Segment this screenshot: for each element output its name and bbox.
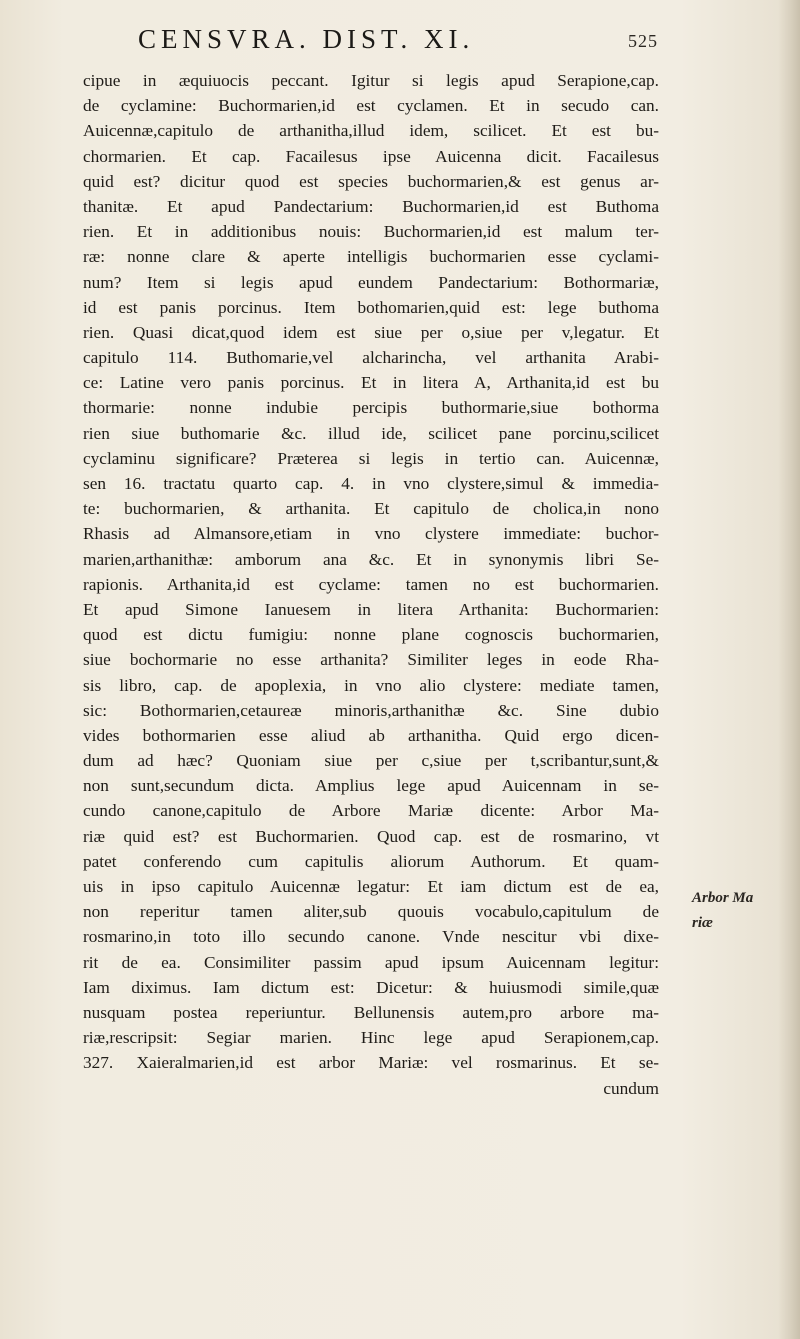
text-line: Iam diximus. Iam dictum est: Dicetur: & huiusmodi simile,quæ bbox=[83, 977, 659, 997]
text-line: dum ad hæc? Quoniam siue per c,siue per t,scribantur,sunt,& bbox=[83, 751, 659, 771]
text-line: riæ,rescripsit: Segiar marien. Hinc lege apud Serapionem,cap. bbox=[83, 1028, 659, 1048]
text-line: sic: Bothormarien,cetaureæ minoris,arthanithæ &c. Sine dubio bbox=[83, 700, 659, 720]
text-line: thanitæ. Et apud Pandectarium: Buchormarien,id est Buthoma bbox=[83, 196, 659, 216]
text-line: rien siue buthomarie &c. illud ide, scilicet pane porcinu,scilicet bbox=[83, 423, 659, 443]
text-line: ræ: nonne clare & aperte intelligis buchormarien esse cyclami- bbox=[83, 247, 659, 267]
text-line: siue bochormarie no esse arthanita? Similiter leges in eode Rha- bbox=[83, 650, 659, 670]
text-line: rien. Et in additionibus nouis: Buchormarien,id est malum ter- bbox=[83, 222, 659, 242]
text-line: rit de ea. Consimiliter passim apud ipsum Auicennam legitur: bbox=[83, 952, 659, 972]
margin-note bbox=[692, 886, 792, 936]
margin-note-line: Arbor Ma bbox=[692, 890, 754, 906]
margin-note-line: riæ bbox=[692, 915, 713, 931]
text-line: cipue in æquiuocis peccant. Igitur si legis apud Serapione,cap. bbox=[83, 71, 659, 90]
text-line: num? Item si legis apud eundem Pandectarium: Bothormariæ, bbox=[83, 272, 659, 292]
text-line: chormarien. Et cap. Facailesus ipse Auicenna dicit. Facailesus bbox=[83, 146, 659, 166]
text-line: sen 16. tractatu quarto cap. 4. in vno clystere,simul & immedia- bbox=[83, 474, 659, 493]
text-line: 327. Xaieralmarien,id est arbor Mariæ: vel rosmarinus. Et se- bbox=[83, 1053, 659, 1073]
text-line: riæ quid est? est Buchormarien. Quod cap. est de rosmarino, vt bbox=[83, 826, 659, 846]
text-line: marien,arthanithæ: amborum ana &c. Et in synonymis libri Se- bbox=[83, 549, 659, 569]
text-line: cundum bbox=[603, 1078, 659, 1098]
page-number: 525 bbox=[628, 31, 658, 51]
text-line: rosmarino,in toto illo secundo canone. Vnde nescitur vbi dixe- bbox=[83, 927, 659, 947]
running-header bbox=[138, 24, 658, 58]
text-line: patet conferendo cum capitulis aliorum Authorum. Et quam- bbox=[83, 851, 659, 871]
text-line: Et apud Simone Ianuesem in litera Arthanita: Buchormarien: bbox=[83, 599, 659, 619]
text-line: thormarie: nonne indubie percipis buthormarie,siue bothorma bbox=[83, 398, 659, 418]
text-line: id est panis porcinus. Item bothomarien,quid est: lege buthoma bbox=[83, 297, 659, 317]
text-line: capitulo 114. Buthomarie,vel alcharincha, vel arthanita Arabi- bbox=[83, 348, 659, 368]
text-line: uis in ipso capitulo Auicennæ legatur: Et iam dictum est de ea, bbox=[83, 877, 659, 896]
text-line: non reperitur tamen aliter,sub quouis vocabulo,capitulum de bbox=[83, 902, 659, 922]
text-line: nusquam postea reperiuntur. Bellunensis autem,pro arbore ma- bbox=[83, 1002, 659, 1022]
text-line: vides bothormarien esse aliud ab arthanitha. Quid ergo dicen- bbox=[83, 725, 659, 745]
text-line: de cyclamine: Buchormarien,id est cyclamen. Et in secudo can. bbox=[83, 96, 659, 116]
text-line: Rhasis ad Almansore,etiam in vno clystere immediate: buchor- bbox=[83, 524, 659, 544]
text-line: te: buchormarien, & arthanita. Et capitulo de cholica,in nono bbox=[83, 499, 659, 519]
text-line: sis libro, cap. de apoplexia, in vno alio clystere: mediate tamen, bbox=[83, 675, 659, 695]
text-line: rapionis. Arthanita,id est cyclame: tamen no est buchormarien. bbox=[83, 574, 659, 594]
body-text bbox=[83, 68, 659, 1101]
page-gutter-shadow bbox=[778, 0, 800, 1339]
text-line: cundo canone,capitulo de Arbore Mariæ dicente: Arbor Ma- bbox=[83, 801, 659, 821]
text-line: rien. Quasi dicat,quod idem est siue per o,siue per v,legatur. Et bbox=[83, 322, 659, 342]
text-line: quid est? dicitur quod est species buchormarien,& est genus ar- bbox=[83, 171, 659, 191]
text-line: quod est dictu fumigiu: nonne plane cognoscis buchormarien, bbox=[83, 625, 659, 645]
text-line: non sunt,secundum dicta. Amplius lege apud Auicennam in se- bbox=[83, 776, 659, 796]
text-line: ce: Latine vero panis porcinus. Et in litera A, Arthanita,id est bu bbox=[83, 373, 659, 393]
text-line: Auicennæ,capitulo de arthanitha,illud idem, scilicet. Et est bu- bbox=[83, 121, 659, 141]
running-title: CENSVRA. DIST. XI. bbox=[138, 24, 475, 54]
text-line: cyclaminu significare? Præterea si legis in tertio can. Auicennæ, bbox=[83, 448, 659, 468]
